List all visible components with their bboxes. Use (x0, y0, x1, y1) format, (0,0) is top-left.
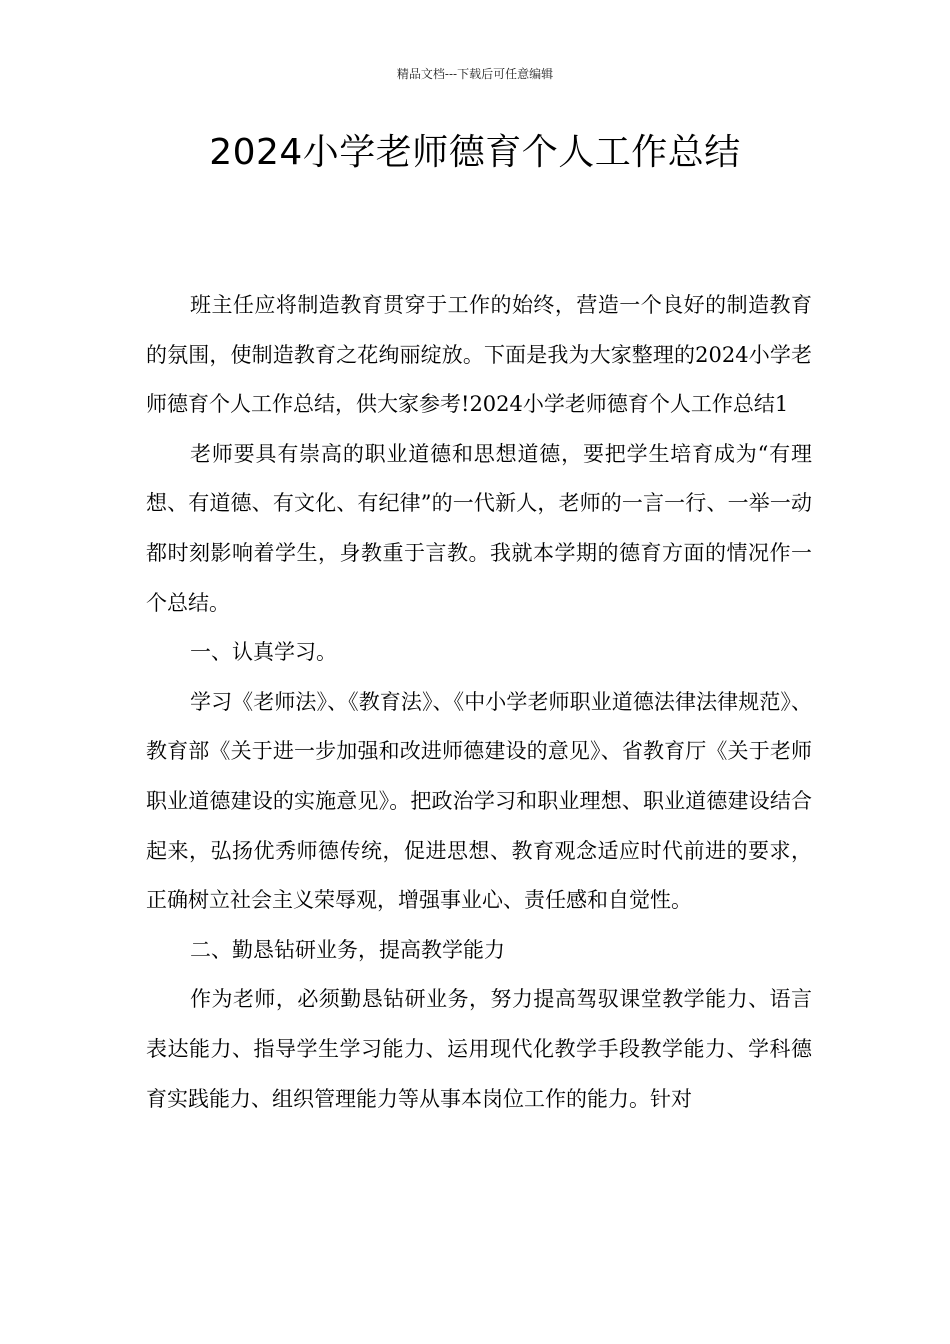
section-heading-1: 一、认真学习。 (190, 640, 337, 665)
paragraph-intro: 班主任应将制造教育贯穿于工作的始终，营造一个良好的制造教育的氛围，使制造教育之花绚丽绽放。下面是我为大家整理的2024小学老师德育个人工作总结，供大家参考!2024小学老师德育个人工作总结1 (146, 293, 812, 417)
document-body (146, 281, 812, 1124)
paragraph-teaching-ability: 作为老师，必须勤恳钻研业务，努力提高驾驭课堂教学能力、语言表达能力、指导学生学习能力、运用现代化教学手段教学能力、学科德育实践能力、组织管理能力等从事本岗位工作的能力。针对 (146, 987, 812, 1111)
paragraph-study: 学习《老师法》、《教育法》、《中小学老师职业道德法律法律规范》、教育部《关于进一步加强和改进师德建设的意见》、省教育厅《关于老师职业道德建设的实施意见》。把政治学习和职业理想、职业道德建设结合起来，弘扬优秀师德传统，促进思想、教育观念适应时代前进的要求，正确树立社会主义荣辱观，增强事业心、责任感和自觉性。 (146, 689, 812, 913)
document-title: 2024小学老师德育个人工作总结 (209, 132, 741, 173)
page-header: 精品文档---下载后可任意编辑 (396, 67, 554, 81)
section-heading-2: 二、勤恳钻研业务，提高教学能力 (190, 937, 505, 962)
paragraph-teacher-ethics: 老师要具有崇高的职业道德和思想道德，要把学生培育成为“有理想、有道德、有文化、有纪律”的一代新人，老师的一言一行、一举一动都时刻影响着学生，身教重于言教。我就本学期的德育方面的情况作一个总结。 (146, 441, 812, 615)
